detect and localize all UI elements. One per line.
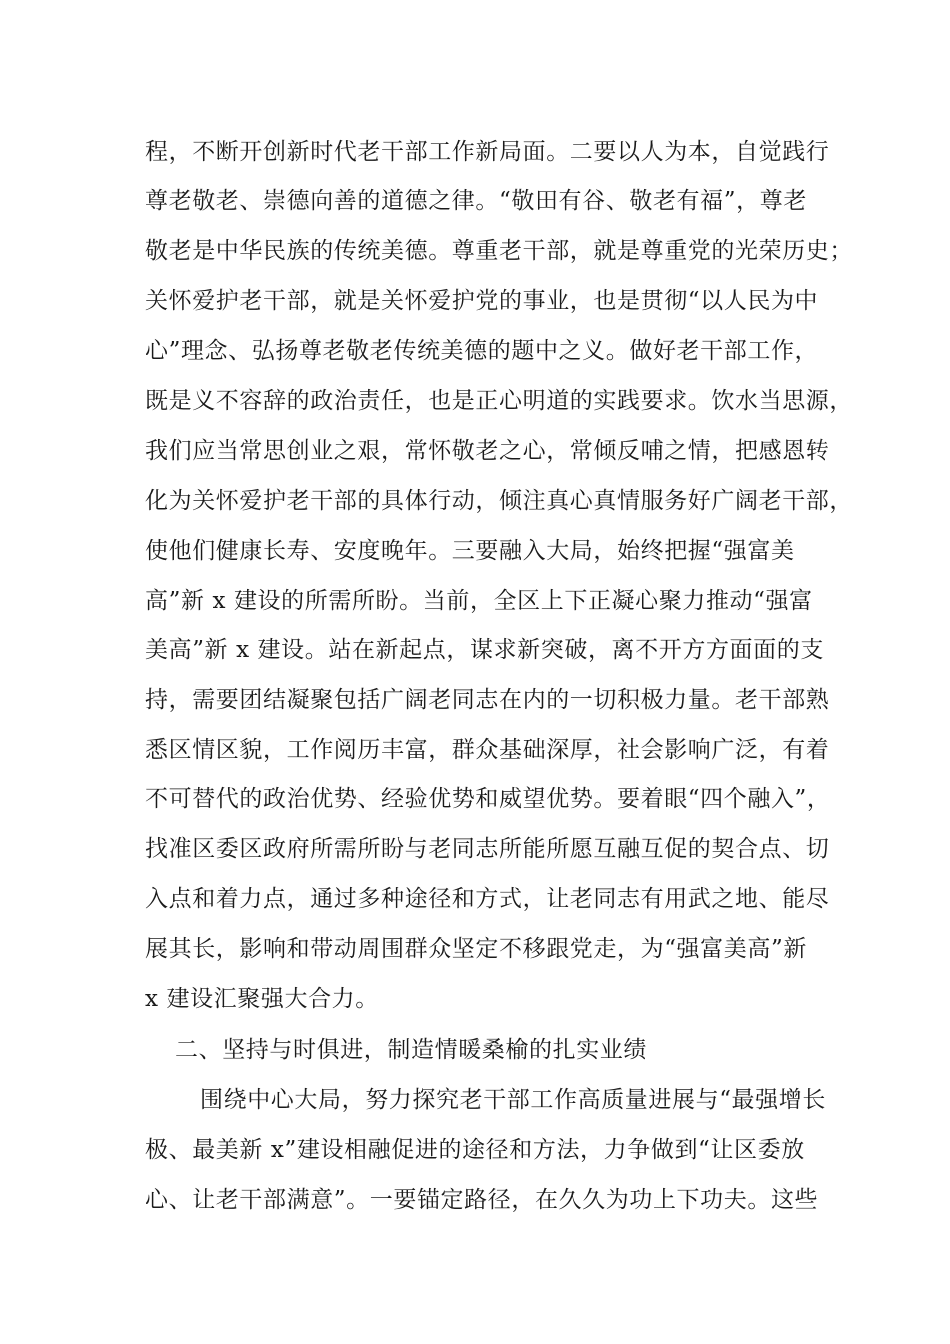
text-line: 使他们健康长寿、安度晚年。三要融入大局，始终把握“强富美 xyxy=(145,538,795,564)
text-line: 化为关怀爱护老干部的具体行动，倾注真心真情服务好广阔老干部， xyxy=(145,488,853,514)
text-line: x 建设汇聚强大合力。 xyxy=(145,986,379,1012)
text-line: 入点和着力点，通过多种途径和方式，让老同志有用武之地、能尽 xyxy=(145,886,830,912)
text-line: 我们应当常思创业之艰，常怀敬老之心，常倾反哺之情，把感恩转 xyxy=(145,438,830,464)
section-heading: 二、坚持与时俱进，制造情暖桑榆的扎实业绩 xyxy=(175,1037,647,1063)
text-line: 悉区情区貌，工作阅历丰富，群众基础深厚，社会影响广泛，有着 xyxy=(145,737,830,763)
text-line: 持，需要团结凝聚包括广阔老同志在内的一切积极力量。老干部熟 xyxy=(145,687,830,713)
text-line: 美高”新 x 建设。站在新起点，谋求新突破，离不开方方面面的支 xyxy=(145,637,824,663)
text-line: 心”理念、弘扬尊老敬老传统美德的题中之义。做好老干部工作， xyxy=(145,338,819,364)
text-line: 极、最美新 x”建设相融促进的途径和方法，力争做到“让区委放 xyxy=(145,1137,805,1163)
text-line: 程，不断开创新时代老干部工作新局面。二要以人为本，自觉践行 xyxy=(145,139,830,165)
text-line: 既是义不容辞的政治责任，也是正心明道的实践要求。饮水当思源， xyxy=(145,388,853,414)
text-line: 关怀爱护老干部，就是关怀爱护党的事业，也是贯彻“以人民为中 xyxy=(145,288,819,314)
text-line: 围绕中心大局，努力探究老干部工作高质量进展与“最强增长 xyxy=(200,1087,826,1113)
text-line: 找准区委区政府所需所盼与老同志所能所愿互融互促的契合点、切 xyxy=(145,836,830,862)
text-line: 展其长，影响和带动周围群众坚定不移跟党走，为“强富美高”新 xyxy=(145,936,807,962)
text-line: 高”新 x 建设的所需所盼。当前，全区上下正凝心聚力推动“强富 xyxy=(145,588,813,614)
text-line: 心、让老干部满意”。一要锚定路径，在久久为功上下功夫。这些 xyxy=(145,1187,819,1213)
text-line: 尊老敬老、崇德向善的道德之律。“敬田有谷、敬老有福”，尊老 xyxy=(145,188,807,214)
text-line: 不可替代的政治优势、经验优势和威望优势。要着眼“四个融入”， xyxy=(145,786,831,812)
text-line: 敬老是中华民族的传统美德。尊重老干部，就是尊重党的光荣历史； xyxy=(145,238,853,264)
